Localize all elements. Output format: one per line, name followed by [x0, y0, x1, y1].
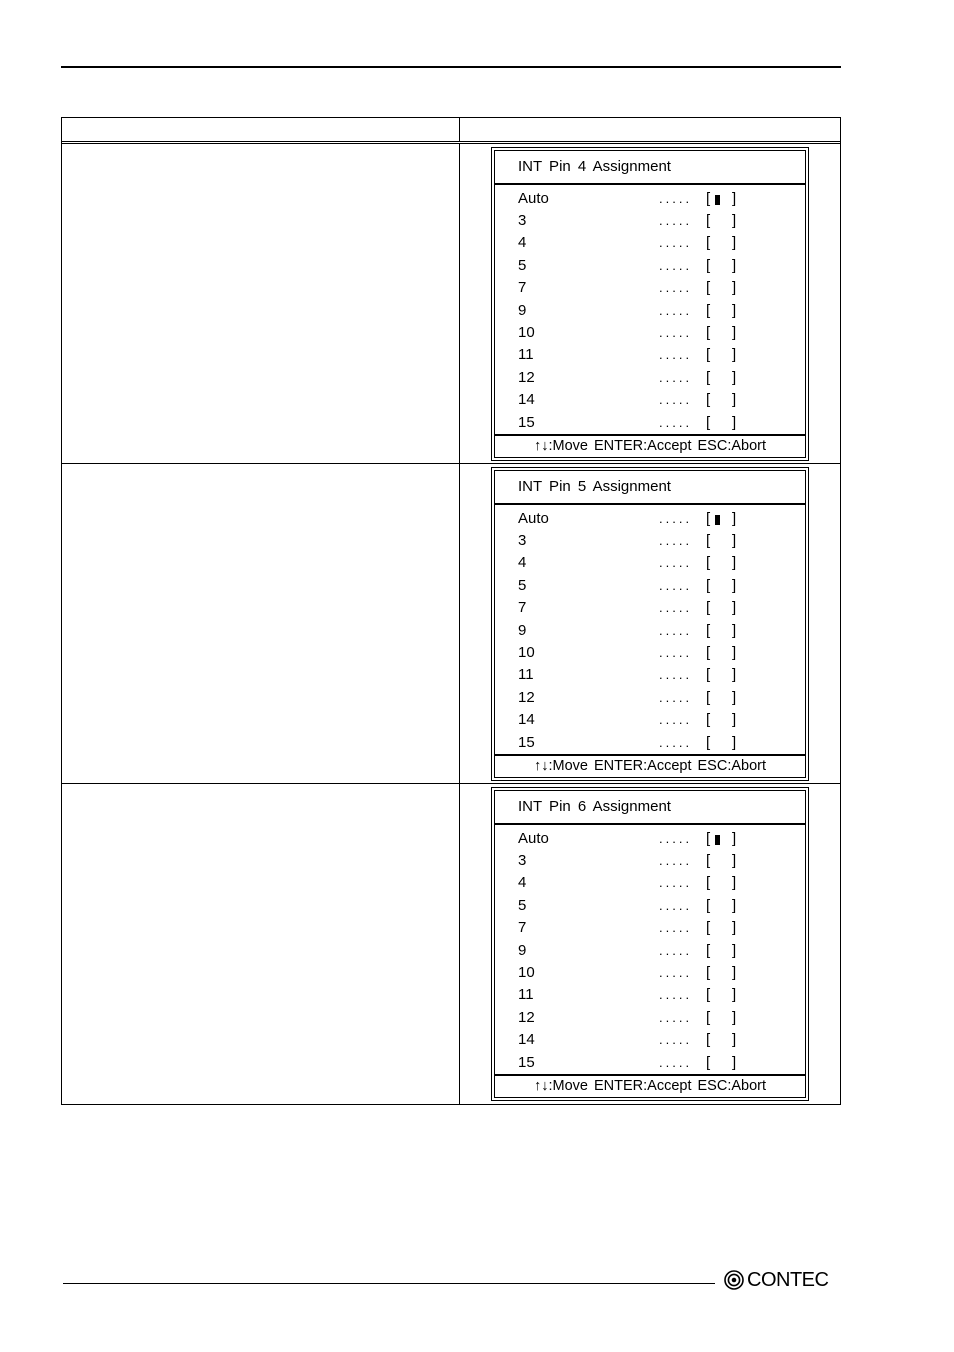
option-label: 7: [518, 279, 527, 297]
selector-bracket-right: ]: [732, 874, 737, 892]
selector-bracket-left: [: [706, 733, 711, 751]
option-item[interactable]: [495, 575, 805, 597]
selector-bracket-left: [: [706, 986, 711, 1004]
selector-bracket-right: ]: [732, 346, 737, 364]
selector-bracket-left: [: [706, 919, 711, 937]
selector-bracket-left: [: [706, 896, 711, 914]
option-leader-dots: .....: [659, 875, 693, 891]
selector-bracket-left: [: [706, 234, 711, 252]
option-item[interactable]: [495, 188, 805, 210]
selector-bracket-left: [: [706, 509, 711, 527]
option-item[interactable]: [495, 664, 805, 686]
selector-bracket-right: ]: [732, 256, 737, 274]
selector-bracket-left: [: [706, 256, 711, 274]
selector-bracket-left: [: [706, 688, 711, 706]
description-cell: [62, 464, 460, 783]
option-item[interactable]: [495, 597, 805, 619]
selector-bracket-right: ]: [732, 986, 737, 1004]
option-label: Auto: [518, 509, 549, 527]
header-rule: [61, 66, 841, 68]
logo-text: CONTEC: [747, 1269, 829, 1291]
option-label: 14: [518, 391, 535, 409]
option-item[interactable]: [495, 732, 805, 754]
option-item[interactable]: [495, 277, 805, 299]
selection-cursor-icon: [715, 835, 720, 845]
selector-bracket-right: ]: [732, 829, 737, 847]
selector-bracket-right: ]: [732, 554, 737, 572]
selector-bracket-left: [: [706, 941, 711, 959]
option-leader-dots: .....: [659, 1032, 693, 1048]
screen-cell: [460, 784, 840, 1104]
option-leader-dots: .....: [659, 324, 693, 340]
selection-cursor-icon: [715, 195, 720, 205]
footer-rule: [63, 1283, 715, 1284]
option-list: [495, 185, 805, 434]
contec-logo-icon: [724, 1270, 744, 1290]
option-item[interactable]: [495, 322, 805, 344]
option-leader-dots: .....: [659, 533, 693, 549]
selector-bracket-right: ]: [732, 1008, 737, 1026]
option-label: 3: [518, 852, 527, 870]
selection-cursor-icon: [715, 515, 720, 525]
option-label: 12: [518, 368, 535, 386]
option-label: 12: [518, 688, 535, 706]
option-item[interactable]: [495, 828, 805, 850]
option-item[interactable]: [495, 850, 805, 872]
option-leader-dots: .....: [659, 964, 693, 980]
selector-bracket-right: ]: [732, 301, 737, 319]
option-item[interactable]: [495, 687, 805, 709]
option-leader-dots: .....: [659, 347, 693, 363]
selector-bracket-left: [: [706, 666, 711, 684]
option-item[interactable]: [495, 1029, 805, 1051]
option-label: 9: [518, 941, 527, 959]
selector-bracket-left: [: [706, 391, 711, 409]
selector-bracket-left: [: [706, 874, 711, 892]
option-label: 9: [518, 301, 527, 319]
screen-cell: [460, 464, 840, 783]
option-item[interactable]: [495, 508, 805, 530]
selector-bracket-right: ]: [732, 852, 737, 870]
option-item[interactable]: [495, 962, 805, 984]
option-label: 15: [518, 413, 535, 431]
option-label: 11: [518, 666, 534, 684]
selector-bracket-left: [: [706, 711, 711, 729]
option-leader-dots: .....: [659, 689, 693, 705]
selector-bracket-right: ]: [732, 323, 737, 341]
option-item[interactable]: [495, 709, 805, 731]
option-leader-dots: .....: [659, 622, 693, 638]
option-leader-dots: .....: [659, 257, 693, 273]
option-label: 9: [518, 621, 527, 639]
selector-bracket-left: [: [706, 554, 711, 572]
option-item[interactable]: [495, 895, 805, 917]
option-item[interactable]: [495, 1052, 805, 1074]
selector-bracket-right: ]: [732, 1053, 737, 1071]
selector-bracket-right: ]: [732, 711, 737, 729]
option-leader-dots: .....: [659, 280, 693, 296]
selector-bracket-left: [: [706, 532, 711, 550]
option-leader-dots: .....: [659, 853, 693, 869]
option-leader-dots: .....: [659, 942, 693, 958]
selector-bracket-left: [: [706, 621, 711, 639]
selector-bracket-left: [: [706, 368, 711, 386]
option-item[interactable]: [495, 917, 805, 939]
option-label: 11: [518, 346, 534, 364]
selector-bracket-left: [: [706, 346, 711, 364]
option-label: 10: [518, 643, 535, 661]
option-leader-dots: .....: [659, 235, 693, 251]
selector-bracket-right: ]: [732, 391, 737, 409]
selector-bracket-left: [: [706, 301, 711, 319]
option-leader-dots: .....: [659, 830, 693, 846]
selector-bracket-left: [: [706, 279, 711, 297]
option-label: 4: [518, 234, 527, 252]
option-leader-dots: .....: [659, 190, 693, 206]
option-leader-dots: .....: [659, 302, 693, 318]
selector-bracket-right: ]: [732, 234, 737, 252]
option-label: 7: [518, 919, 527, 937]
option-item[interactable]: [495, 642, 805, 664]
selector-bracket-right: ]: [732, 919, 737, 937]
option-label: 7: [518, 599, 527, 617]
option-item[interactable]: [495, 389, 805, 411]
table-row: [62, 784, 840, 1104]
option-leader-dots: .....: [659, 920, 693, 936]
header-cell-screen: [460, 118, 840, 141]
option-label: 4: [518, 874, 527, 892]
bios-dialog-int-pin-6: [491, 787, 809, 1101]
selector-bracket-left: [: [706, 1031, 711, 1049]
option-label: 12: [518, 1008, 535, 1026]
option-item[interactable]: [495, 552, 805, 574]
option-item[interactable]: [495, 367, 805, 389]
option-label: 10: [518, 323, 535, 341]
option-item[interactable]: [495, 620, 805, 642]
option-leader-dots: .....: [659, 987, 693, 1003]
option-leader-dots: .....: [659, 600, 693, 616]
selector-bracket-right: ]: [732, 413, 737, 431]
screen-cell: [460, 144, 840, 463]
selector-bracket-left: [: [706, 852, 711, 870]
selector-bracket-left: [: [706, 1008, 711, 1026]
contec-logo: [724, 1270, 828, 1290]
description-cell: [62, 144, 460, 463]
bios-dialog-int-pin-5: [491, 467, 809, 781]
selector-bracket-left: [: [706, 189, 711, 207]
option-item[interactable]: [495, 940, 805, 962]
option-leader-dots: .....: [659, 577, 693, 593]
option-label: 3: [518, 212, 527, 230]
option-item[interactable]: [495, 412, 805, 434]
selector-bracket-left: [: [706, 963, 711, 981]
dialog-footer: ↑↓:Move ENTER:Accept ESC:Abort: [495, 434, 805, 457]
table-row: [62, 144, 840, 464]
option-list: [495, 825, 805, 1074]
option-item[interactable]: [495, 1007, 805, 1029]
option-list: [495, 505, 805, 754]
option-label: 11: [518, 986, 534, 1004]
selector-bracket-right: ]: [732, 279, 737, 297]
selector-bracket-right: ]: [732, 666, 737, 684]
option-leader-dots: .....: [659, 213, 693, 229]
selector-bracket-right: ]: [732, 963, 737, 981]
selector-bracket-right: ]: [732, 643, 737, 661]
option-label: 4: [518, 554, 527, 572]
selector-bracket-left: [: [706, 413, 711, 431]
table-row: [62, 464, 840, 784]
selector-bracket-right: ]: [732, 599, 737, 617]
selector-bracket-right: ]: [732, 509, 737, 527]
description-cell: [62, 784, 460, 1104]
option-label: Auto: [518, 189, 549, 207]
selector-bracket-right: ]: [732, 368, 737, 386]
selector-bracket-right: ]: [732, 941, 737, 959]
option-label: 3: [518, 532, 527, 550]
option-label: 5: [518, 256, 527, 274]
selector-bracket-left: [: [706, 576, 711, 594]
option-leader-dots: .....: [659, 712, 693, 728]
option-item[interactable]: [495, 300, 805, 322]
option-item[interactable]: [495, 255, 805, 277]
selector-bracket-right: ]: [732, 896, 737, 914]
selector-bracket-right: ]: [732, 733, 737, 751]
selector-bracket-right: ]: [732, 688, 737, 706]
dialog-title: INT Pin 5 Assignment: [495, 471, 805, 505]
option-leader-dots: .....: [659, 644, 693, 660]
option-item[interactable]: [495, 530, 805, 552]
option-label: 5: [518, 896, 527, 914]
option-label: 15: [518, 733, 535, 751]
option-item[interactable]: [495, 210, 805, 232]
option-leader-dots: .....: [659, 1054, 693, 1070]
dialog-footer: ↑↓:Move ENTER:Accept ESC:Abort: [495, 1074, 805, 1097]
option-leader-dots: .....: [659, 414, 693, 430]
option-item[interactable]: [495, 872, 805, 894]
option-leader-dots: .....: [659, 1009, 693, 1025]
selector-bracket-left: [: [706, 323, 711, 341]
selector-bracket-right: ]: [732, 621, 737, 639]
option-label: 14: [518, 1031, 535, 1049]
selector-bracket-left: [: [706, 599, 711, 617]
table-header-row: [62, 118, 840, 144]
header-cell-description: [62, 118, 460, 141]
option-label: 14: [518, 711, 535, 729]
selector-bracket-left: [: [706, 643, 711, 661]
option-leader-dots: .....: [659, 667, 693, 683]
selector-bracket-right: ]: [732, 532, 737, 550]
selector-bracket-left: [: [706, 829, 711, 847]
option-leader-dots: .....: [659, 555, 693, 571]
option-leader-dots: .....: [659, 510, 693, 526]
option-label: 5: [518, 576, 527, 594]
selector-bracket-right: ]: [732, 189, 737, 207]
dialog-title: INT Pin 4 Assignment: [495, 151, 805, 185]
option-leader-dots: .....: [659, 369, 693, 385]
option-label: 10: [518, 963, 535, 981]
option-item[interactable]: [495, 984, 805, 1006]
dialog-footer: ↑↓:Move ENTER:Accept ESC:Abort: [495, 754, 805, 777]
selector-bracket-right: ]: [732, 212, 737, 230]
option-leader-dots: .....: [659, 734, 693, 750]
dialog-title: INT Pin 6 Assignment: [495, 791, 805, 825]
selector-bracket-right: ]: [732, 576, 737, 594]
option-leader-dots: .....: [659, 897, 693, 913]
option-label: Auto: [518, 829, 549, 847]
option-item[interactable]: [495, 344, 805, 366]
option-item[interactable]: [495, 232, 805, 254]
option-leader-dots: .....: [659, 392, 693, 408]
selector-bracket-right: ]: [732, 1031, 737, 1049]
option-label: 15: [518, 1053, 535, 1071]
selector-bracket-left: [: [706, 212, 711, 230]
settings-table: [61, 117, 841, 1105]
selector-bracket-left: [: [706, 1053, 711, 1071]
bios-dialog-int-pin-4: [491, 147, 809, 461]
